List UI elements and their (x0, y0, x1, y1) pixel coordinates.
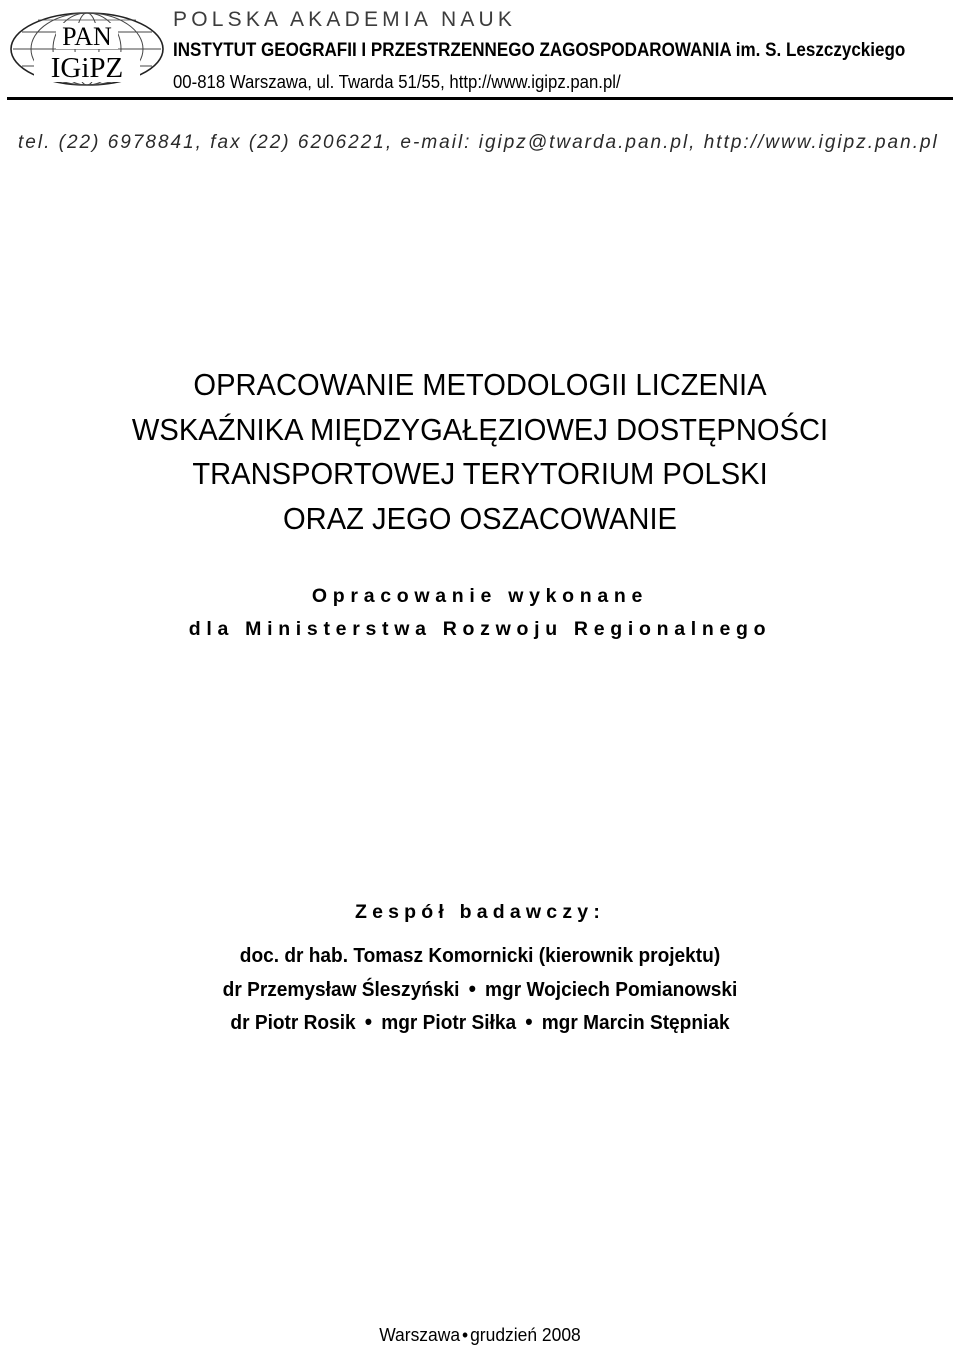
footer (14, 1325, 945, 1346)
logo-text-bottom: IGiPZ (50, 52, 124, 84)
team-leader: doc. dr hab. Tomasz Komornicki (kierownik projektu) (239, 945, 721, 967)
title-line: TRANSPORTOWEJ TERYTORIUM POLSKI (192, 456, 768, 491)
title-line: ORAZ JEGO OSZACOWANIE (283, 500, 677, 536)
team-row (22, 973, 939, 1007)
subtitle-line: Opracowanie wykonane (311, 585, 649, 607)
subtitle-line: dla Ministerstwa Rozwoju Regionalnego (188, 618, 772, 640)
team-member: mgr Wojciech Pomianowski (485, 978, 738, 1001)
title-line: OPRACOWANIE METODOLOGII LICZENIA (193, 367, 767, 402)
bullet-separator: • (364, 1009, 373, 1034)
team-member: mgr Marcin Stępniak (541, 1012, 730, 1034)
document-title (0, 363, 960, 541)
institute-address: 00-818 Warszawa, ul. Twarda 51/55, http://www.igipz.pan.pl/ (173, 71, 621, 92)
title-line: WSKAŹNIKA MIĘDZYGAŁĘZIOWEJ DOSTĘPNOŚCI (131, 411, 829, 447)
document-subtitle (0, 580, 960, 646)
bullet-separator: • (525, 1009, 533, 1034)
team-members (0, 941, 960, 1040)
footer-date: grudzień 2008 (470, 1325, 581, 1345)
footer-place: Warszawa (379, 1325, 461, 1345)
institute-name: INSTYTUT GEOGRAFII I PRZESTRZENNEGO ZAGOSPODAROWANIA im. S. Leszczyckiego (173, 40, 906, 61)
team-heading: Zespół badawczy: (354, 901, 606, 923)
logo-text-top: PAN (62, 22, 112, 51)
header-divider (7, 97, 953, 100)
team-member: dr Przemysław Śleszyński (222, 978, 460, 1001)
team-row (22, 1006, 939, 1040)
team-member: mgr Piotr Siłka (381, 1012, 517, 1034)
bullet-separator: • (462, 1325, 469, 1345)
organization-name: POLSKA AKADEMIA NAUK (173, 8, 517, 31)
institute-logo (8, 10, 166, 88)
contact-line: tel. (22) 6978841, fax (22) 6206221, e-mail: igipz@twarda.pan.pl, http://www.igipz.pan.pl (18, 132, 939, 153)
bullet-separator: • (468, 975, 476, 1001)
team-member: dr Piotr Rosik (230, 1012, 356, 1034)
